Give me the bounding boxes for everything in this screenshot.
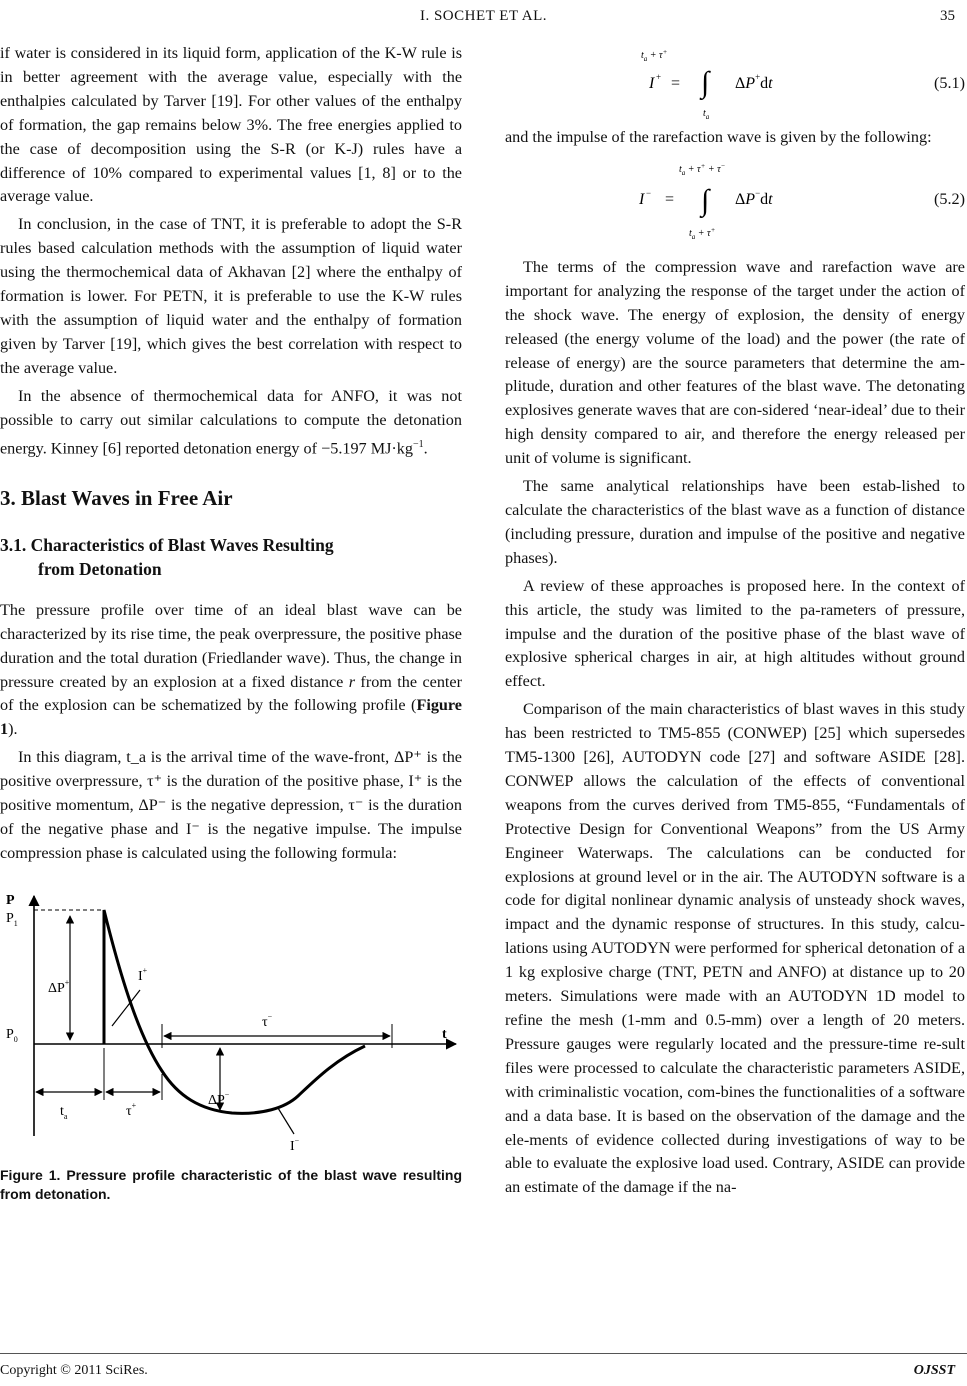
svg-text:ΔP+dt: ΔP+dt xyxy=(735,72,773,92)
paragraph: In conclusion, in the case of TNT, it is preferable to adopt the S-R rules based calculation methods with the assumption of liquid water using the thermochemical data of Akhavan [2] where the enthalpy of formation is lower. For PETN, it is preferable to use the K-W rules with the assumption of liquid water and the enthalpy of formation given by Tarver [19], which gives the best correlation with respect to the average value. xyxy=(0,215,462,377)
svg-text:I: I xyxy=(649,75,655,92)
svg-text:ta: $t_a$ xyxy=(703,108,710,120)
journal-name: OJSST xyxy=(913,1363,955,1378)
svg-text:∫: ∫ xyxy=(701,66,710,99)
label-i-pos: I+ xyxy=(138,965,148,984)
page-number: 35 xyxy=(940,8,955,24)
label-p1: $P_1$ xyxy=(6,910,18,928)
i-neg-pointer xyxy=(278,1108,294,1134)
svg-text:ta + τ+: $t_a + \tau^+$ xyxy=(641,48,668,63)
axis-label-t: t xyxy=(442,1026,447,1042)
svg-text:=: = xyxy=(665,190,675,208)
equation-number: (5.1) xyxy=(933,74,965,92)
equation-5-1 xyxy=(505,42,965,120)
figure-caption: Figure 1. Pressure profile characteristic of the blast wave resulting from detonation. xyxy=(0,1166,462,1202)
svg-text:∫: ∫ xyxy=(701,183,710,217)
copyright-text: Copyright © 2011 SciRes. xyxy=(0,1363,148,1378)
label-ta: $t_a$ xyxy=(60,1103,68,1121)
svg-text:+: + xyxy=(656,72,662,82)
paragraph: The pressure profile over time of an ideal blast wave can be characterized by its rise time, the peak overpressure, the positive phase duration and the total duration (Friedlander wave). Thus, the change in pressure created by an explosion at a fixed distance r from the center of the explosion can be schematized by the following profile (Figure 1). xyxy=(0,600,462,739)
label-dp-neg: ΔP− xyxy=(208,1089,230,1108)
label-i-neg: I− xyxy=(290,1135,300,1154)
svg-text:ta + τ+ + τ−: $t_a + \tau^+ + \tau^-$ xyxy=(679,161,726,177)
subsection-heading: 3.1. Characteristics of Blast Waves Resulting from Detonation xyxy=(0,534,334,579)
equation-5-1-formula xyxy=(505,42,905,120)
paragraph: In this diagram, t_a is the arrival time of the wave-front, ΔP⁺ is the positive overpressure, τ⁺ is the duration of the positive phase, I⁺ is the positive momentum, ΔP⁻ is the negative depression, τ⁻ is the duration of the negative phase and I⁻ is the negative impulse. The impulse compression phase is calculated using the following formula: xyxy=(0,748,462,862)
paragraph: In the absence of thermochemical data for ANFO, it was not possible to carry out similar calculations to compute the detonation energy. Kinney [6] reported detonation energy of −5.197 $MJ\cdot kg^{-1}$. xyxy=(0,386,462,457)
label-tau-neg: τ− xyxy=(262,1011,273,1030)
svg-text:ΔP−dt: ΔP−dt xyxy=(735,187,773,208)
paragraph: Comparison of the main characteristics of blast waves in this study has been restricted to TM5-855 (CONWEP) [25] which supersedes TM5-1300 [26], AUTODYN code [27] and software ASIDE [28]. CONWEP allows the calculation of the effects of conventional weapons from the curves derived from TM5-855, “Fundamentals of Protective Design for Conventional Weapons” from the US Army Engineer Waterwaps. The calculations can be conducted for explosions at ground level or in the air. The AUTODYN software is a code for digital nonlinear dynamic analysis of unsteady shock waves, impact and the dynamic response of structures. In this study, calcu-lations using AUTODYN were performed for spherical detonation of a 1 kg explosive charge (TNT, PETN and ANFO) at distance up to 20 meters. Simulations were made with an AUTODYN 1D model to refine the mesh (1-mm and 0.5-mm) over a length of 20 meters. Pressure gauges were regularly located and the pressure-time re-sult files were processed to calculate the characteristic parameters ASIDE, with criminalistic vocation, com-bines the functionalities of a software and a data base. It is based on the observation of the damage and the ele-ments of evidence collected during investigations of way to be able to evaluate the explosive load used. Contrary, ASIDE can provide an estimate of the damage if the na- xyxy=(505,700,965,1197)
equation-number: (5.2) xyxy=(933,189,965,208)
svg-text:=: = xyxy=(671,75,681,92)
label-p0: $P_0$ xyxy=(6,1026,18,1044)
axis-label-p: P xyxy=(6,892,15,908)
pressure-curve xyxy=(104,910,365,1113)
footer-rule xyxy=(0,1353,967,1354)
pressure-profile-diagram xyxy=(0,888,462,1158)
figure-1-pressure-profile xyxy=(0,888,462,1158)
paragraph: A review of these approaches is proposed here. In the context of this article, the study was limited to the pa-rameters of pressure, impulse and the duration of the positive phase of the blast wave of explosive spherical charges in air, at high altitudes without ground effect. xyxy=(505,576,965,691)
paragraph: if water is considered in its liquid form, application of the K-W rule is in better agreement with the average value, especially with the enthalpies calculated by Tarver [19]. For other values of the enthalpy of formation, the gap remains below 3%. The free energies applied to the case of decomposition using the S-R (or K-J) rules have a difference of 10% compared to experimental values [1, 8] or to the average value. xyxy=(0,44,462,206)
svg-text:−: − xyxy=(646,187,652,198)
equation-5-2 xyxy=(505,154,965,244)
label-dp-pos: ΔP+ xyxy=(48,977,70,996)
paragraph: The terms of the compression wave and rarefaction wave are important for analyzing the response of the target under the action of the shock wave. The energy of explosion, the density of energy released (the energy volume of the load) and the power (the rate of release of energy) are the source parameters that determine the am-plitude, duration and other features of the blast wave. The detonating explosives generate waves that are con-sidered ‘near-ideal’ due to their high density compared to air, and therefore the energy released per unit of volume is significant. xyxy=(505,257,965,468)
running-title: I. SOCHET ET AL. xyxy=(419,8,548,24)
svg-text:ta + τ+: $t_a + \tau^+$ xyxy=(689,225,716,241)
label-tau-pos: τ+ xyxy=(126,1100,137,1119)
svg-text:I: I xyxy=(639,190,645,208)
left-column xyxy=(0,42,462,1204)
right-column xyxy=(505,42,965,1204)
paragraph: The same analytical relationships have been estab-lished to calculate the characteristics of the blast wave as a function of distance (including pressure, duration and impulse of the positive and negative phases). xyxy=(505,477,965,567)
equation-5-2-formula xyxy=(505,154,905,244)
paragraph: and the impulse of the rarefaction wave is given by the following: xyxy=(505,128,932,146)
section-heading: 3. Blast Waves in Free Air xyxy=(0,485,233,510)
